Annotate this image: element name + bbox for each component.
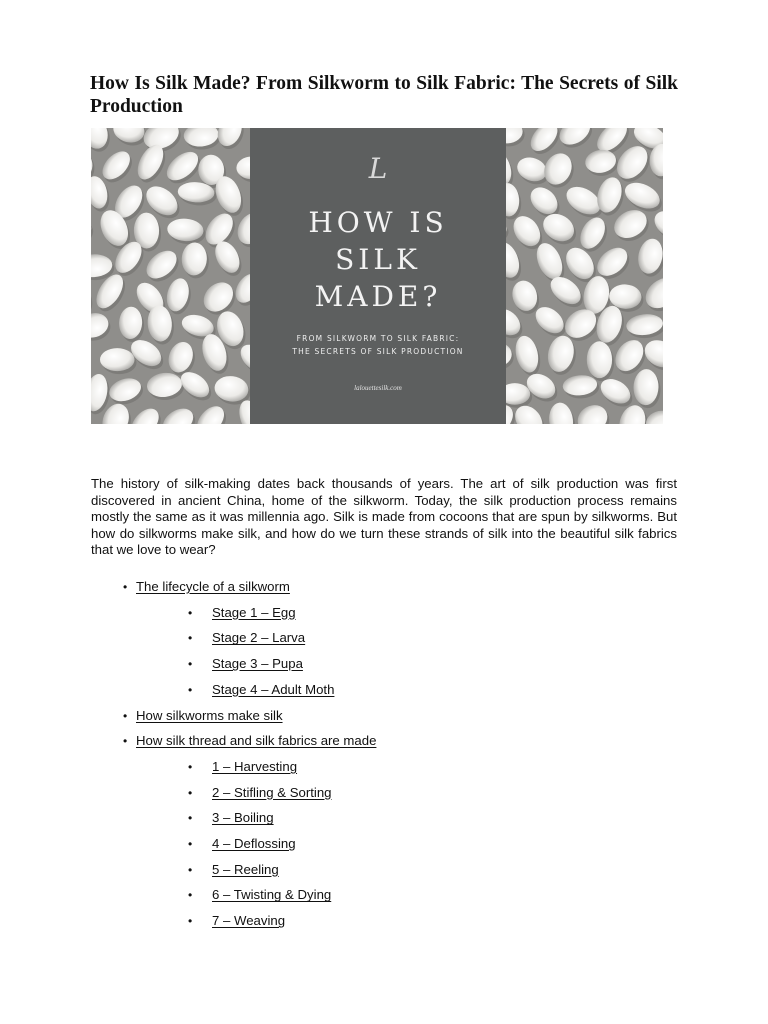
toc-item [123, 579, 290, 595]
hero-subtitle [250, 332, 506, 358]
bullet-icon: • [188, 888, 193, 903]
bullet-icon: • [188, 657, 193, 672]
bullet-icon: • [188, 605, 193, 620]
bullet-icon: • [188, 811, 193, 826]
cocoons-photo-left [91, 128, 250, 424]
toc-link[interactable]: Stage 2 – Larva [212, 630, 306, 646]
hero-site-url: lalouettesilk.com [354, 384, 402, 392]
brand-monogram: L [368, 152, 388, 185]
intro-paragraph: The history of silk-making dates back thousands of years. The art of silk production was first discovered in ancient China, home of the silkworm. Today, the silk production process remains mostly the same as it was millennia ago. Silk is made from cocoons that are spun by silkworms. But how do silkworms make silk, and how do we turn these strands of silk into the beautiful silk fabrics that we love to wear? [91, 476, 677, 557]
toc-item [123, 707, 283, 724]
hero-heading-line: SILK [335, 243, 421, 276]
toc-item [188, 630, 306, 646]
toc-item [188, 887, 332, 903]
hero-heading-line: HOW IS [308, 206, 448, 239]
bullet-icon: • [123, 708, 128, 723]
toc-item [188, 784, 332, 801]
bullet-icon: • [188, 631, 193, 646]
toc-link[interactable]: How silkworms make silk [136, 707, 283, 723]
hero-subtitle-line: FROM SILKWORM TO SILK FABRIC: [296, 334, 460, 343]
toc-link[interactable]: 7 – Weaving [212, 913, 286, 929]
toc-link[interactable]: Stage 3 – Pupa [212, 656, 303, 672]
hero-title-panel [250, 128, 506, 424]
hero-subtitle-line: THE SECRETS OF SILK PRODUCTION [292, 347, 464, 356]
cocoons-photo-right [506, 128, 663, 424]
article-title: How Is Silk Made? From Silkworm to Silk Fabric: The Secrets of Silk Production [90, 73, 678, 117]
toc-link[interactable]: 5 – Reeling [212, 861, 279, 877]
toc-item [188, 681, 335, 698]
hero-image [91, 128, 663, 424]
bullet-icon: • [188, 759, 193, 774]
hero-heading-line: MADE? [314, 280, 442, 313]
bullet-icon: • [188, 914, 193, 929]
toc-item [188, 913, 286, 929]
toc-link[interactable]: 4 – Deflossing [212, 836, 296, 851]
toc-item [188, 861, 279, 878]
bullet-icon: • [188, 785, 193, 800]
toc-item [123, 733, 377, 749]
toc-link[interactable]: 6 – Twisting & Dying [212, 887, 332, 903]
toc-item [188, 810, 274, 826]
toc-item [188, 604, 296, 621]
toc-item [188, 656, 303, 672]
toc-link[interactable]: 2 – Stifling & Sorting [212, 784, 332, 800]
toc-link[interactable]: How silk thread and silk fabrics are made [136, 733, 377, 749]
hero-heading [250, 204, 506, 315]
bullet-icon: • [188, 682, 193, 697]
toc-item [188, 836, 296, 852]
toc-link[interactable]: 3 – Boiling [212, 810, 274, 826]
bullet-icon: • [188, 862, 193, 877]
toc-link[interactable]: Stage 4 – Adult Moth [212, 681, 335, 697]
bullet-icon: • [188, 837, 193, 851]
toc-link[interactable]: Stage 1 – Egg [212, 604, 296, 620]
toc-item [188, 758, 298, 775]
toc-link[interactable]: The lifecycle of a silkworm [136, 579, 290, 594]
bullet-icon: • [123, 580, 128, 594]
toc-link[interactable]: 1 – Harvesting [212, 758, 298, 774]
bullet-icon: • [123, 734, 128, 749]
